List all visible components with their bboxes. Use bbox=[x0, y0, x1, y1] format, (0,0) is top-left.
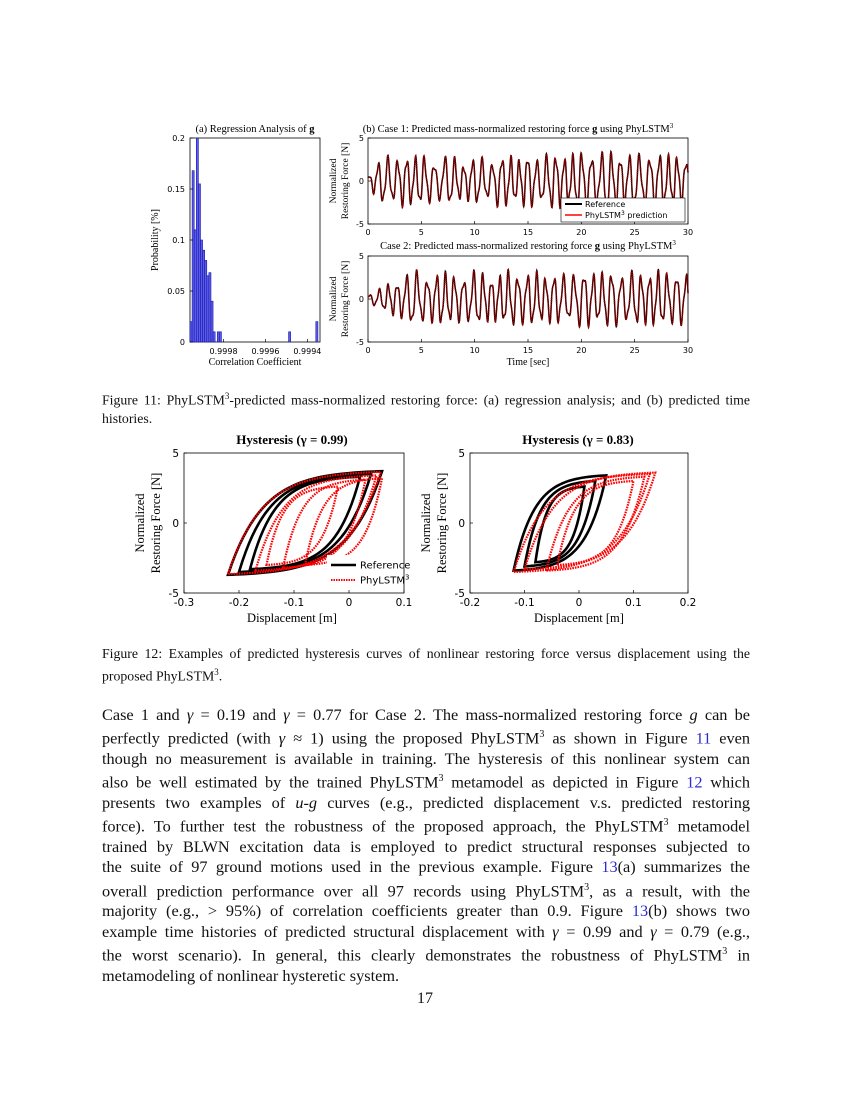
panel-a-ylabel: Probability [%] bbox=[150, 209, 161, 271]
panel-b2-xlabel: Time [sec] bbox=[506, 357, 550, 368]
x-tick-label: -0.1 bbox=[514, 597, 535, 609]
x-tick-label: 30 bbox=[682, 228, 694, 237]
hysteresis-left-ylabel-2: Restoring Force [N] bbox=[149, 472, 163, 574]
x-tick-label: 0.1 bbox=[395, 597, 413, 609]
hysteresis-left-xlabel: Displacement [m] bbox=[247, 611, 337, 625]
histogram-bar bbox=[205, 260, 207, 342]
x-tick-label: 0.1 bbox=[625, 597, 642, 609]
x-tick-label: 15 bbox=[522, 346, 534, 355]
histogram-bar bbox=[211, 301, 213, 342]
x-tick-label: 15 bbox=[522, 228, 534, 237]
x-tick-label: 10 bbox=[469, 228, 480, 237]
body-line: metamodeling of nonlinear hysteretic system. bbox=[102, 965, 400, 985]
y-tick-label: 0.15 bbox=[167, 185, 185, 194]
x-tick-label: 20 bbox=[576, 228, 587, 237]
histogram-bar bbox=[217, 332, 219, 342]
y-tick-label: 0 bbox=[179, 338, 185, 347]
y-tick-label: 5 bbox=[458, 448, 465, 460]
y-tick-label: -5 bbox=[168, 588, 179, 600]
histogram-bars bbox=[190, 138, 318, 342]
y-tick-label: 0.05 bbox=[167, 287, 185, 296]
y-tick-label: -5 bbox=[356, 338, 364, 347]
histogram-bar bbox=[190, 322, 192, 342]
hysteresis-right-ylabel-2: Restoring Force [N] bbox=[435, 472, 449, 574]
figure-12-link[interactable]: 12 bbox=[686, 772, 703, 792]
y-tick-label: 0 bbox=[458, 518, 465, 530]
panel-a-title: (a) Regression Analysis of g bbox=[195, 124, 315, 135]
body-line: overall prediction performance over all 97 records using PhyLSTM$^3$, as a result, with the bbox=[102, 881, 750, 901]
x-tick-label: -0.2 bbox=[228, 597, 250, 609]
x-tick-label: 0 bbox=[365, 346, 371, 355]
histogram-bar bbox=[289, 332, 291, 342]
body-line: perfectly predicted (with γ ≈ 1) using the proposed PhyLSTM$^3$ as shown in Figure 11 even bbox=[102, 728, 750, 748]
hysteresis-right-curves bbox=[514, 473, 656, 572]
y-tick-label: 5 bbox=[358, 252, 364, 261]
y-tick-label: 0 bbox=[358, 295, 364, 304]
y-tick-label: 0 bbox=[172, 518, 179, 530]
body-line: the suite of 97 ground motions used in the previous example. Figure 13(a) summarizes the bbox=[102, 857, 750, 877]
page-number: 17 bbox=[417, 990, 433, 1007]
figure-11-link[interactable]: 11 bbox=[695, 728, 712, 748]
panel-b1-ylabel-1: Normalized bbox=[329, 158, 339, 204]
x-tick-label: 0.9998 bbox=[209, 347, 238, 356]
histogram-bar bbox=[219, 332, 221, 342]
body-line: example time histories of predicted structural displacement with γ = 0.99 and γ = 0.79 (e.g., bbox=[102, 921, 750, 941]
histogram-bar bbox=[209, 273, 211, 342]
figure-11-caption: Figure 11: PhyLSTM$^3$-predicted mass-normalized restoring force: (a) regression analysis; and (b) predicted time histories. bbox=[102, 391, 751, 426]
x-tick-label: 0.9996 bbox=[251, 347, 280, 356]
y-tick-label: 0 bbox=[358, 177, 364, 186]
hysteresis-right-title: Hysteresis (γ = 0.83) bbox=[522, 432, 634, 447]
histogram-bar bbox=[196, 138, 198, 342]
y-tick-label: -5 bbox=[356, 220, 364, 229]
figure-12 bbox=[0, 425, 850, 665]
x-tick-label: 20 bbox=[576, 346, 587, 355]
prediction-loop bbox=[525, 473, 656, 570]
x-tick-label: 0 bbox=[575, 597, 583, 609]
body-line: majority (e.g., > 95%) of correlation coefficients greater than 0.9. Figure 13(b) shows two bbox=[102, 901, 750, 921]
x-tick-label: 5 bbox=[418, 346, 424, 355]
figure-11 bbox=[0, 0, 850, 380]
hysteresis-right-xlabel: Displacement [m] bbox=[534, 611, 624, 625]
hysteresis-left-ylabel-1: Normalized bbox=[133, 493, 147, 553]
histogram-bar bbox=[194, 230, 196, 342]
y-tick-label: -5 bbox=[454, 588, 465, 600]
hysteresis-right-axes bbox=[470, 453, 688, 593]
histogram-bar bbox=[207, 276, 209, 342]
y-tick-label: 5 bbox=[358, 134, 364, 143]
panel-b2-axes bbox=[368, 256, 688, 342]
histogram-bar bbox=[316, 322, 318, 342]
x-tick-label: 5 bbox=[418, 228, 424, 237]
x-tick-label: 30 bbox=[682, 346, 694, 355]
body-paragraph bbox=[102, 705, 750, 986]
x-tick-label: 0.2 bbox=[679, 597, 697, 609]
body-line: the worst scenario). In general, this clearly demonstrates the robustness of PhyLSTM$^3$ in bbox=[102, 945, 750, 965]
histogram-bar bbox=[200, 240, 202, 342]
y-tick-label: 0.1 bbox=[172, 236, 185, 245]
panel-a-xlabel: Correlation Coefficient bbox=[208, 357, 302, 368]
hyst-legend-prediction-label: PhyLSTM$^3$ bbox=[360, 573, 410, 587]
body-line: Case 1 and γ = 0.19 and γ = 0.77 for Case 2. The mass-normalized restoring force g can be bbox=[102, 705, 750, 724]
y-tick-label: 0.2 bbox=[172, 134, 185, 143]
x-tick-label: 0.9994 bbox=[293, 347, 322, 356]
figure-13-link[interactable]: 13 bbox=[601, 857, 618, 877]
x-tick-label: 25 bbox=[629, 346, 640, 355]
panel-b2-ylabel-1: Normalized bbox=[329, 276, 339, 322]
x-tick-label: -0.1 bbox=[283, 597, 305, 609]
x-tick-label: -0.2 bbox=[459, 597, 481, 609]
legend-reference-label: Reference bbox=[585, 200, 626, 209]
panel-b2-ylabel-2: Restoring Force [N] bbox=[341, 260, 351, 338]
body-line: presents two examples of u-g curves (e.g., predicted displacement v.s. predicted restoring bbox=[102, 793, 750, 813]
hyst-legend-reference-label: Reference bbox=[360, 560, 411, 572]
x-tick-label: 0 bbox=[345, 597, 353, 609]
body-line: though no measurement is available in training. The hysteresis of this nonlinear system can bbox=[102, 749, 750, 769]
body-line: force). To further test the robustness of the proposed approach, the PhyLSTM$^3$ metamodel bbox=[102, 816, 751, 836]
y-tick-label: 5 bbox=[172, 448, 179, 460]
panel-b2-title: Case 2: Predicted mass-normalized restoring force g using PhyLSTM$^3$ bbox=[380, 239, 676, 252]
x-tick-label: 10 bbox=[469, 346, 480, 355]
legend-prediction-label: PhyLSTM$^3$ prediction bbox=[585, 210, 668, 220]
case2-timeseries bbox=[368, 269, 688, 327]
x-tick-label: 0 bbox=[365, 228, 371, 237]
body-line: also be well estimated by the trained PhyLSTM$^3$ metamodel as depicted in Figure 12 which bbox=[102, 772, 751, 792]
histogram-bar bbox=[213, 332, 215, 342]
x-tick-label: 25 bbox=[629, 228, 640, 237]
body-line: trained by BLWN excitation data is employed to predict structural responses subjected to bbox=[102, 837, 750, 857]
panel-b1-ylabel-2: Restoring Force [N] bbox=[341, 142, 351, 220]
hysteresis-left-title: Hysteresis (γ = 0.99) bbox=[236, 432, 348, 447]
panel-b1-title: (b) Case 1: Predicted mass-normalized restoring force g using PhyLSTM$^3$ bbox=[362, 122, 674, 135]
x-tick-label: -0.3 bbox=[173, 597, 195, 609]
histogram-bar bbox=[203, 250, 205, 342]
figure-12-caption: Figure 12: Examples of predicted hysteresis curves of nonlinear restoring force versus displacement using the proposed PhyLSTM$^3$. bbox=[102, 646, 750, 684]
figure-13-link[interactable]: 13 bbox=[631, 901, 649, 921]
hysteresis-right-ylabel-1: Normalized bbox=[419, 493, 433, 553]
histogram-bar bbox=[192, 171, 194, 342]
histogram-bar bbox=[198, 184, 200, 342]
